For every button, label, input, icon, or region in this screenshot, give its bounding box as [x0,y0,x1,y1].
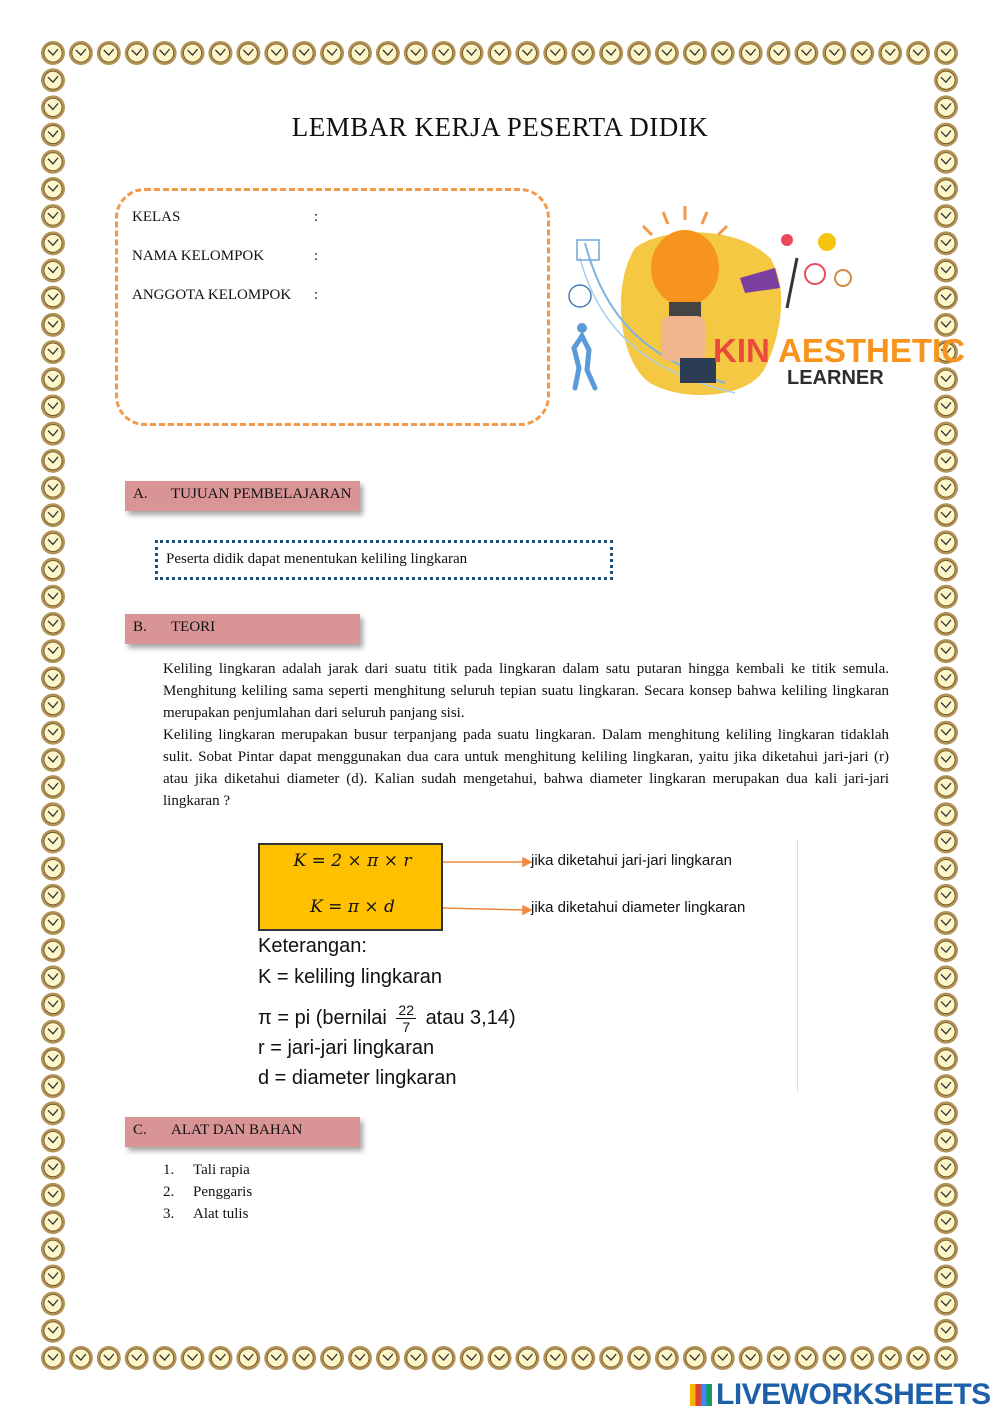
section-c-title: ALAT DAN BAHAN [171,1122,303,1138]
arrowhead-icon-2 [523,906,531,914]
runner-head [577,323,587,333]
clock-icon [739,1346,763,1370]
clock-icon [934,585,958,609]
anggota-row [132,287,318,304]
flute-icon [787,258,797,308]
clock-icon [41,829,65,853]
list-item-number: 3. [163,1206,175,1222]
clock-icon [934,503,958,527]
keterangan-pi-b: atau 3,14) [425,1006,516,1029]
clock-icon [878,1346,902,1370]
clock-icon [181,41,205,65]
clock-icon [934,68,958,92]
clock-icon [934,1292,958,1316]
clock-icon [404,1346,428,1370]
theory-paragraph-2: Keliling lingkaran merupakan busur terpanjang pada suatu lingkaran. Dalam menghitung keliling lingkaran tidaklah sulit. Sobat Pintar dapat menggunakan dua cara untuk menghitung keliling lingkaran, yaitu jika diketahui jari-jari (r) atau jika diketahui diameter (d). Kalian sudah mengetahui, bahwa diameter lingkaran merupakan dua kali jari-jari lingkaran ? [163,727,889,809]
formula-desc-radius: jika diketahui jari-jari lingkaran [531,852,732,869]
clock-icon [41,802,65,826]
list-item-text: Alat tulis [193,1206,249,1222]
clock-icon [934,476,958,500]
page-title: LEMBAR KERJA PESERTA DIDIK [291,112,709,142]
clock-icon [41,422,65,446]
clock-icon [41,1156,65,1180]
clock-icon [264,41,288,65]
kinaesthetic-learner-logo [565,198,966,403]
clock-icon [934,204,958,228]
clock-icon [850,1346,874,1370]
learning-goal-box: Peserta didik dapat menentukan keliling lingkaran [155,540,613,580]
clock-icon [41,449,65,473]
nama-colon: : [314,248,319,264]
bulb-base [669,302,701,318]
clock-icon [934,150,958,174]
clock-icon [41,286,65,310]
clock-icon [934,1346,958,1370]
clock-icon [822,41,846,65]
clock-icon [41,1183,65,1207]
clock-icon [767,1346,791,1370]
clock-icon [41,1129,65,1153]
clock-icon [683,41,707,65]
clock-icon [934,857,958,881]
clock-icon [488,1346,512,1370]
keterangan-r: r = jari-jari lingkaran [258,1037,435,1059]
clock-icon [934,1074,958,1098]
clock-icon [739,41,763,65]
clock-icon [460,41,484,65]
section-a-header [125,481,360,511]
clock-icon [767,41,791,65]
clock-icon [41,721,65,745]
clock-icon [41,1237,65,1261]
keterangan-title: Keterangan: [258,935,367,957]
clock-icon [41,1047,65,1071]
clock-icon [934,694,958,718]
clock-icon [934,1237,958,1261]
clock-icon [69,1346,93,1370]
clock-icon [236,1346,260,1370]
theory-text [163,658,889,812]
clock-icon [41,1292,65,1316]
clock-icon [348,1346,372,1370]
light-bulb-icon [651,230,719,306]
formula-desc-diameter: jika diketahui diameter lingkaran [531,899,746,916]
formula-diameter: K = π × d [310,897,395,917]
clock-icon [320,41,344,65]
list-item [163,1184,252,1206]
clock-icon [878,41,902,65]
anggota-colon: : [314,287,319,303]
clock-icon [934,530,958,554]
clock-icon [934,721,958,745]
section-b-num: B. [133,619,147,635]
anggota-label: ANGGOTA KELOMPOK [132,287,292,303]
clock-icon [934,1264,958,1288]
clock-icon [627,1346,651,1370]
clock-icon [41,585,65,609]
clock-icon [934,775,958,799]
runner-icon [574,336,595,388]
clock-icon [934,394,958,418]
clock-icon [794,1346,818,1370]
clock-icon [153,41,177,65]
keterangan-d: d = diameter lingkaran [258,1067,457,1089]
clock-icon [348,41,372,65]
logo-aesthetic-text: AESTHETIC [778,332,966,369]
clock-icon [934,1156,958,1180]
clock-icon [850,41,874,65]
clock-icon [41,231,65,255]
clock-icon [906,1346,930,1370]
clock-icon [376,1346,400,1370]
materials-list [163,1162,252,1228]
clock-icon [934,259,958,283]
section-b-title: TEORI [171,619,216,635]
clock-icon [41,394,65,418]
arrowhead-icon-1 [523,858,531,866]
keterangan-k: K = keliling lingkaran [258,966,442,988]
arrow-icon-2 [443,908,523,910]
section-a-title: TUJUAN PEMBELAJARAN [171,486,352,502]
clock-icon [711,41,735,65]
clock-icon [627,41,651,65]
clock-icon [934,558,958,582]
clock-icon [934,1129,958,1153]
clock-icon [41,1346,65,1370]
clock-icon [934,449,958,473]
clock-icon [934,367,958,391]
clock-icon [934,748,958,772]
clock-icon [934,612,958,636]
clock-icon [571,41,595,65]
fraction-numerator: 22 [398,1002,414,1018]
clock-icon [488,41,512,65]
clock-icon [97,41,121,65]
clock-icon [599,1346,623,1370]
clock-icon [934,1020,958,1044]
clock-icon [41,748,65,772]
clock-icon [41,694,65,718]
list-item [163,1162,252,1184]
liveworksheets-logo [690,1378,991,1412]
clock-icon [934,41,958,65]
clock-icon [934,666,958,690]
hand-print-icon [781,234,793,246]
kelas-row [132,209,318,226]
clock-icon [41,367,65,391]
clock-icon [41,639,65,663]
clock-icon [41,1319,65,1343]
clock-icon [41,476,65,500]
keterangan-pi-a: π = pi (bernilai [258,1006,387,1029]
clock-icon [41,177,65,201]
clock-icon [934,422,958,446]
apple-icon [835,270,851,286]
list-item-text: Penggaris [193,1184,253,1200]
clock-icon [41,150,65,174]
clock-icon [41,68,65,92]
sleeve [680,358,716,383]
ball-icon [569,285,591,307]
clock-icon [934,884,958,908]
clock-icon [934,231,958,255]
clock-icon [432,41,456,65]
clock-icon [934,993,958,1017]
nama-kelompok-row [132,248,318,265]
list-item-number: 2. [163,1184,175,1200]
clock-icon [41,1264,65,1288]
clock-icon [571,1346,595,1370]
section-a-num: A. [133,486,148,502]
clock-icon [711,1346,735,1370]
liveworksheets-text: LIVEWORKSHEETS [716,1378,991,1411]
theater-mask-icon [818,233,836,251]
clock-icon [934,1183,958,1207]
hand-icon [661,316,705,361]
nama-kelompok-label: NAMA KELOMPOK [132,248,265,264]
clock-icon [543,41,567,65]
clock-icon [41,558,65,582]
clock-icon [236,41,260,65]
clock-icon [376,41,400,65]
atom-icon [805,264,825,284]
liveworksheets-icon [690,1384,712,1406]
clock-icon [934,829,958,853]
clock-icon [599,41,623,65]
clock-icon [41,911,65,935]
clock-icon [292,41,316,65]
clock-icon [41,1074,65,1098]
clock-icon [41,1210,65,1234]
divider-line [797,840,798,1092]
clock-icon [906,41,930,65]
clock-icon [404,41,428,65]
section-b-header [125,614,360,644]
clock-icon [515,1346,539,1370]
logo-learner-text: LEARNER [787,367,884,389]
clock-icon [264,1346,288,1370]
clock-icon [41,884,65,908]
clock-icon [41,340,65,364]
clock-icon [41,1101,65,1125]
clock-icon [41,965,65,989]
clock-icon [181,1346,205,1370]
clock-icon [41,313,65,337]
clock-icon [41,775,65,799]
clock-icon [934,1047,958,1071]
clock-icon [543,1346,567,1370]
kelas-colon: : [314,209,319,225]
clock-icon [208,1346,232,1370]
clock-icon [934,802,958,826]
clock-icon [97,1346,121,1370]
clock-icon [41,1020,65,1044]
clock-icon [41,857,65,881]
clock-icon [41,938,65,962]
clock-icon [153,1346,177,1370]
formula-radius: K = 2 × π × r [293,851,412,871]
list-item [163,1206,252,1228]
clock-icon [41,41,65,65]
clock-icon [655,1346,679,1370]
clock-icon [320,1346,344,1370]
section-c-num: C. [133,1122,147,1138]
list-item-text: Tali rapia [193,1162,250,1178]
clock-icon [934,1210,958,1234]
formula-arrows [443,852,533,918]
clock-icon [934,965,958,989]
clock-icon [515,41,539,65]
clock-icon [292,1346,316,1370]
formula-box [258,843,443,931]
clock-icon [934,938,958,962]
keterangan-pi [258,1002,516,1035]
clock-icon [683,1346,707,1370]
kelas-label: KELAS [132,209,181,225]
clock-icon [208,41,232,65]
clock-icon [460,1346,484,1370]
clock-icon [934,911,958,935]
theory-paragraph-1: Keliling lingkaran adalah jarak dari suatu titik pada lingkaran dalam satu putaran hingga kembali ke titik semula. Menghitung keliling sama seperti menghitung seluruh tepian suatu lingkaran. Secara konsep bahwa keliling lingkaran merupakan penjumlahan dari seluruh panjang sisi. [163,661,889,721]
clock-icon [934,1101,958,1125]
clock-icon [794,41,818,65]
clock-icon [41,259,65,283]
logo-kin-text: KIN [713,332,770,369]
clock-icon [125,41,149,65]
clock-icon [934,177,958,201]
clock-icon [41,204,65,228]
clock-icon [41,503,65,527]
clock-icon [934,639,958,663]
list-item-number: 1. [163,1162,175,1178]
clock-icon [41,530,65,554]
clock-icon [432,1346,456,1370]
clock-icon [822,1346,846,1370]
fraction-denominator: 7 [402,1019,411,1035]
clock-icon [655,41,679,65]
clock-icon [41,612,65,636]
clock-icon [41,666,65,690]
clock-icon [41,993,65,1017]
clock-icon [934,1319,958,1343]
clock-icon [125,1346,149,1370]
section-c-header [125,1117,360,1147]
clock-icon [69,41,93,65]
fraction-22-7 [396,1002,416,1035]
clock-icon [934,286,958,310]
